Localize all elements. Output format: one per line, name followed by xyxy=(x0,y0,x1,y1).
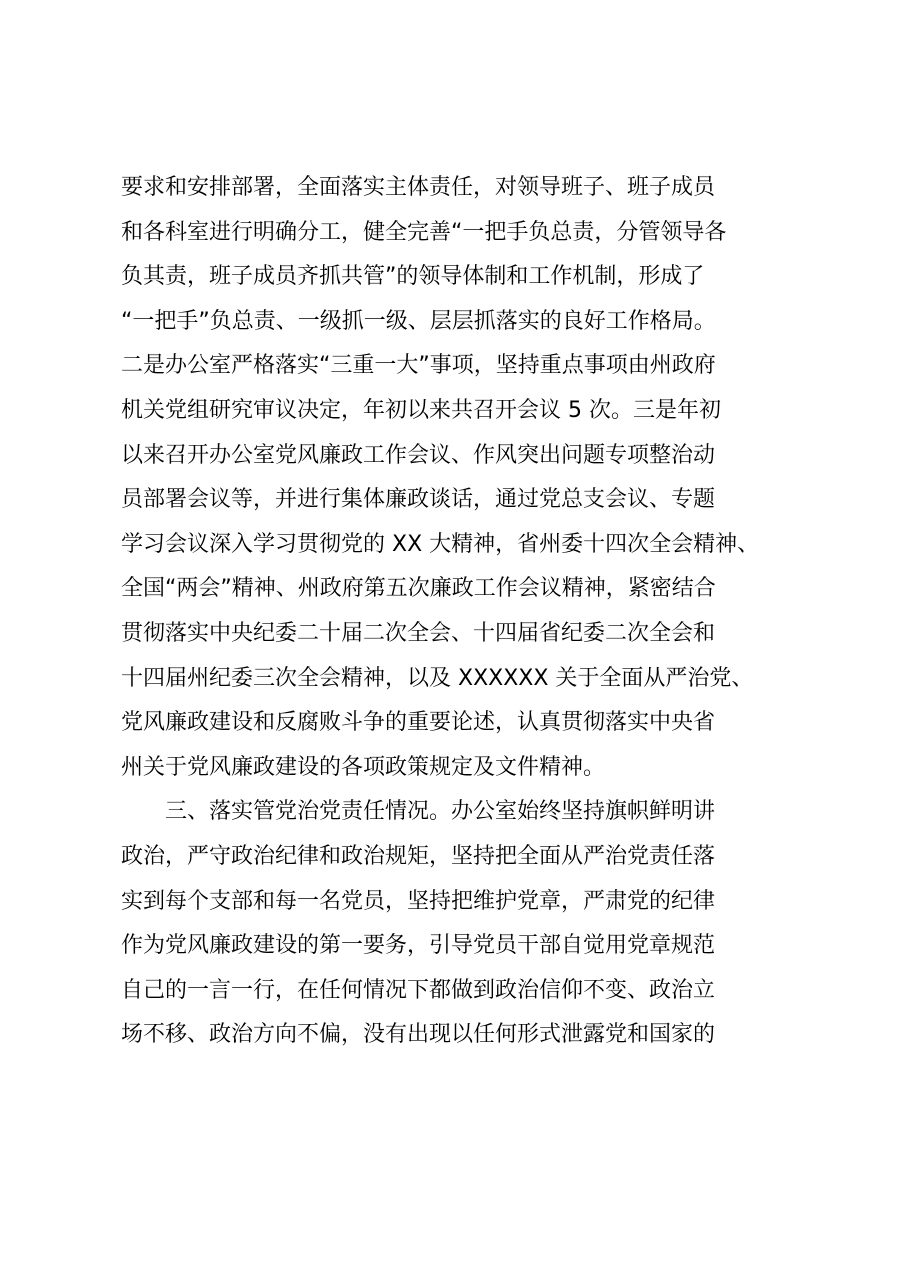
text-line: 和各科室进行明确分工，健全完善“一把手负总责，分管领导各 xyxy=(121,219,727,245)
text-line: 州关于党风廉政建设的各项政策规定及文件精神。 xyxy=(121,754,606,780)
text-line: 员部署会议等，并进行集体廉政谈话，通过党总支会议、专题 xyxy=(121,487,716,513)
text-line: 全国“两会”精神、州政府第五次廉政工作会议精神，紧密结合 xyxy=(121,576,716,602)
section-heading-line: 三、落实管党治党责任情况。办公室始终坚持旗帜鲜明讲 xyxy=(165,799,716,825)
text-line: 以来召开办公室党风廉政工作会议、作风突出问题专项整治动 xyxy=(121,442,716,468)
text-line: 自己的一言一行，在任何情况下都做到政治信仰不变、政治立 xyxy=(121,977,716,1003)
text-line: 十四届州纪委三次全会精神，以及 XXXXXX 关于全面从严治党、 xyxy=(121,665,754,691)
text-line: 贯彻落实中央纪委二十届二次全会、十四届省纪委二次全会和 xyxy=(121,620,716,646)
text-line: 场不移、政治方向不偏，没有出现以任何形式泄露党和国家的 xyxy=(121,1022,716,1048)
text-line: “一把手”负总责、一级抓一级、层层抓落实的良好工作格局。 xyxy=(121,308,716,334)
text-line: 要求和安排部署，全面落实主体责任，对领导班子、班子成员 xyxy=(121,175,716,200)
text-line: 实到每个支部和每一名党员，坚持把维护党章，严肃党的纪律 xyxy=(121,888,716,914)
text-line: 学习会议深入学习贯彻党的 XX 大精神，省州委十四次全会精神、 xyxy=(121,531,760,557)
text-line: 负其责，班子成员齐抓共管”的领导体制和工作机制，形成了 xyxy=(121,264,705,290)
text-line: 政治，严守政治纪律和政治规矩，坚持把全面从严治党责任落 xyxy=(121,843,716,869)
text-line: 作为党风廉政建设的第一要务，引导党员干部自觉用党章规范 xyxy=(121,933,716,959)
text-line: 党风廉政建设和反腐败斗争的重要论述，认真贯彻落实中央省 xyxy=(121,710,716,736)
text-line: 二是办公室严格落实“三重一大”事项，坚持重点事项由州政府 xyxy=(121,353,716,379)
document-body xyxy=(121,166,821,1058)
text-line: 机关党组研究审议决定，年初以来共召开会议 5 次。三是年初 xyxy=(121,397,721,423)
